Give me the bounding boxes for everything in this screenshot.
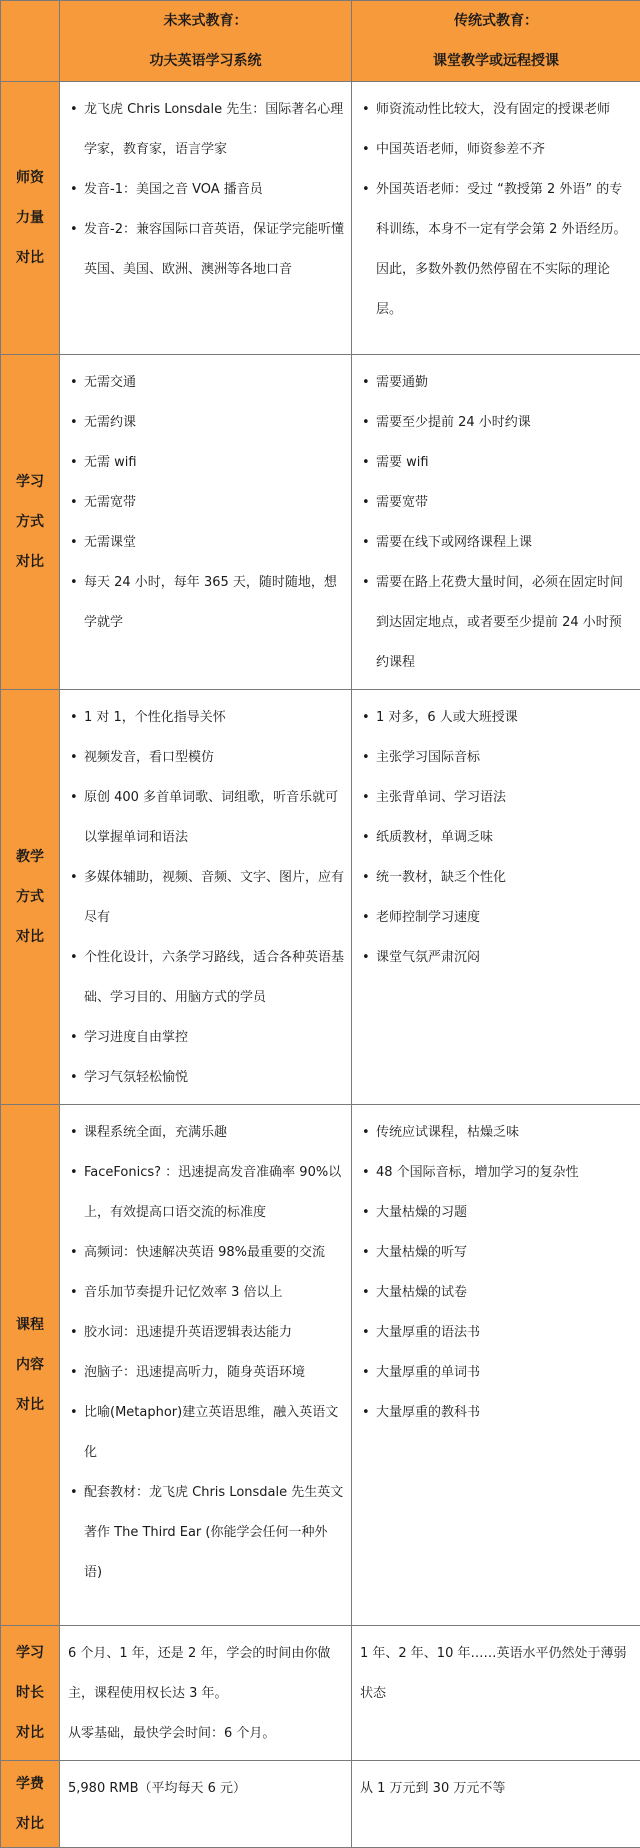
category-label: 时长 xyxy=(1,1673,59,1713)
list-item: • 主张背单词、学习语法 xyxy=(360,778,634,818)
traditional-cell xyxy=(352,1761,640,1848)
list-item: • 学习气氛轻松愉悦 xyxy=(68,1058,345,1098)
list-item: • 无需 wifi xyxy=(68,443,345,483)
list-item: • 无需约课 xyxy=(68,403,345,443)
row-teaching xyxy=(1,690,640,1105)
category-duration xyxy=(1,1626,60,1761)
cell-text: 从 1 万元到 30 万元不等 xyxy=(360,1769,632,1809)
list-item: • 无需课堂 xyxy=(68,523,345,563)
list-item: • 课程系统全面，充满乐趣 xyxy=(68,1113,345,1153)
category-method xyxy=(1,355,60,690)
list-item: • 课堂气氛严肃沉闷 xyxy=(360,938,634,978)
list-item: • 学习进度自由掌控 xyxy=(68,1018,345,1058)
list-item: • 大量枯燥的试卷 xyxy=(360,1273,634,1313)
category-label: 学费 xyxy=(1,1764,59,1804)
list-item: • 配套教材：龙飞虎 Chris Lonsdale 先生英文著作 The Third Ear (你能学会任何一种外语) xyxy=(68,1473,345,1593)
header-future-subtitle: 功夫英语学习系统 xyxy=(60,41,351,81)
list-item: • 需要 wifi xyxy=(360,443,634,483)
list-item: • 1 对多，6 人或大班授课 xyxy=(360,698,634,738)
category-content xyxy=(1,1105,60,1626)
list-item: • 1 对 1，个性化指导关怀 xyxy=(68,698,345,738)
list-item: • 外国英语老师：受过 “教授第 2 外语” 的专科训练，本身不一定有学会第 2 外语经历。因此，多数外教仍然停留在不实际的理论层。 xyxy=(360,170,634,330)
category-label: 内容 xyxy=(1,1345,59,1385)
future-cell xyxy=(60,355,352,690)
future-cell xyxy=(60,1626,352,1761)
future-cell xyxy=(60,1761,352,1848)
category-fee xyxy=(1,1761,60,1848)
list-item: • 发音-1：美国之音 VOA 播音员 xyxy=(68,170,345,210)
future-cell xyxy=(60,690,352,1105)
traditional-cell xyxy=(352,1626,640,1761)
list-item: • 原创 400 多首单词歌、词组歌，听音乐就可以掌握单词和语法 xyxy=(68,778,345,858)
category-label: 师资 xyxy=(1,158,59,198)
list-item: • FaceFonics? ：迅速提高发音准确率 90%以上，有效提高口语交流的标准度 xyxy=(68,1153,345,1233)
header-traditional-subtitle: 课堂教学或远程授课 xyxy=(352,41,640,81)
header-traditional-title: 传统式教育： xyxy=(352,1,640,41)
list-item: • 老师控制学习速度 xyxy=(360,898,634,938)
list-item: • 需要在线下或网络课程上课 xyxy=(360,523,634,563)
list-item: • 音乐加节奏提升记忆效率 3 倍以上 xyxy=(68,1273,345,1313)
cell-text: 1 年、2 年、10 年……英语水平仍然处于薄弱状态 xyxy=(360,1634,632,1714)
header-future-title: 未来式教育： xyxy=(60,1,351,41)
list-item: • 师资流动性比较大，没有固定的授课老师 xyxy=(360,90,634,130)
header-corner xyxy=(1,1,60,82)
category-label: 对比 xyxy=(1,1713,59,1753)
row-method xyxy=(1,355,640,690)
list-item: • 泡脑子：迅速提高听力，随身英语环境 xyxy=(68,1353,345,1393)
header-row xyxy=(1,1,640,82)
header-traditional xyxy=(352,1,640,82)
future-cell xyxy=(60,82,352,355)
list-item: • 个性化设计，六条学习路线，适合各种英语基础、学习目的、用脑方式的学员 xyxy=(68,938,345,1018)
list-item: • 比喻(Metaphor)建立英语思维，融入英语文化 xyxy=(68,1393,345,1473)
category-label: 对比 xyxy=(1,1804,59,1844)
future-cell xyxy=(60,1105,352,1626)
traditional-cell xyxy=(352,82,640,355)
cell-text: 5,980 RMB（平均每天 6 元） xyxy=(68,1769,343,1809)
list-item: • 纸质教材，单调乏味 xyxy=(360,818,634,858)
row-fee xyxy=(1,1761,640,1848)
category-teacher xyxy=(1,82,60,355)
list-item: • 中国英语老师，师资参差不齐 xyxy=(360,130,634,170)
list-item: • 发音-2：兼容国际口音英语，保证学完能听懂英国、美国、欧洲、澳洲等各地口音 xyxy=(68,210,345,290)
list-item: • 大量厚重的教科书 xyxy=(360,1393,634,1433)
list-item: • 多媒体辅助，视频、音频、文字、图片，应有尽有 xyxy=(68,858,345,938)
list-item: • 高频词：快速解决英语 98%最重要的交流 xyxy=(68,1233,345,1273)
traditional-cell xyxy=(352,1105,640,1626)
list-item: • 统一教材，缺乏个性化 xyxy=(360,858,634,898)
list-item: • 48 个国际音标，增加学习的复杂性 xyxy=(360,1153,634,1193)
category-label: 教学 xyxy=(1,837,59,877)
category-label: 学习 xyxy=(1,462,59,502)
list-item: • 需要宽带 xyxy=(360,483,634,523)
list-item: • 需要在路上花费大量时间，必须在固定时间到达固定地点，或者要至少提前 24 小时预约课程 xyxy=(360,563,634,683)
list-item: • 大量厚重的语法书 xyxy=(360,1313,634,1353)
header-future xyxy=(60,1,352,82)
list-item: • 主张学习国际音标 xyxy=(360,738,634,778)
list-item: • 需要至少提前 24 小时约课 xyxy=(360,403,634,443)
list-item: • 大量厚重的单词书 xyxy=(360,1353,634,1393)
category-label: 对比 xyxy=(1,917,59,957)
list-item: • 大量枯燥的听写 xyxy=(360,1233,634,1273)
category-label: 方式 xyxy=(1,877,59,917)
list-item: • 每天 24 小时，每年 365 天，随时随地，想学就学 xyxy=(68,563,345,643)
row-teacher xyxy=(1,82,640,355)
category-label: 力量 xyxy=(1,198,59,238)
category-label: 方式 xyxy=(1,502,59,542)
list-item: • 大量枯燥的习题 xyxy=(360,1193,634,1233)
list-item: • 龙飞虎 Chris Lonsdale 先生：国际著名心理学家，教育家，语言学家 xyxy=(68,90,345,170)
list-item: • 无需宽带 xyxy=(68,483,345,523)
cell-text: 6 个月、1 年，还是 2 年，学会的时间由你做主，课程使用权长达 3 年。 xyxy=(68,1634,343,1714)
cell-text: 从零基础，最快学会时间：6 个月。 xyxy=(68,1714,343,1754)
category-label: 学习 xyxy=(1,1633,59,1673)
row-content xyxy=(1,1105,640,1626)
list-item: • 胶水词：迅速提升英语逻辑表达能力 xyxy=(68,1313,345,1353)
list-item: • 无需交通 xyxy=(68,363,345,403)
category-label: 对比 xyxy=(1,542,59,582)
list-item: • 需要通勤 xyxy=(360,363,634,403)
category-label: 对比 xyxy=(1,238,59,278)
row-duration xyxy=(1,1626,640,1761)
traditional-cell xyxy=(352,690,640,1105)
list-item: • 视频发音，看口型模仿 xyxy=(68,738,345,778)
category-label: 课程 xyxy=(1,1305,59,1345)
list-item: • 传统应试课程，枯燥乏味 xyxy=(360,1113,634,1153)
traditional-cell xyxy=(352,355,640,690)
category-teaching xyxy=(1,690,60,1105)
category-label: 对比 xyxy=(1,1385,59,1425)
